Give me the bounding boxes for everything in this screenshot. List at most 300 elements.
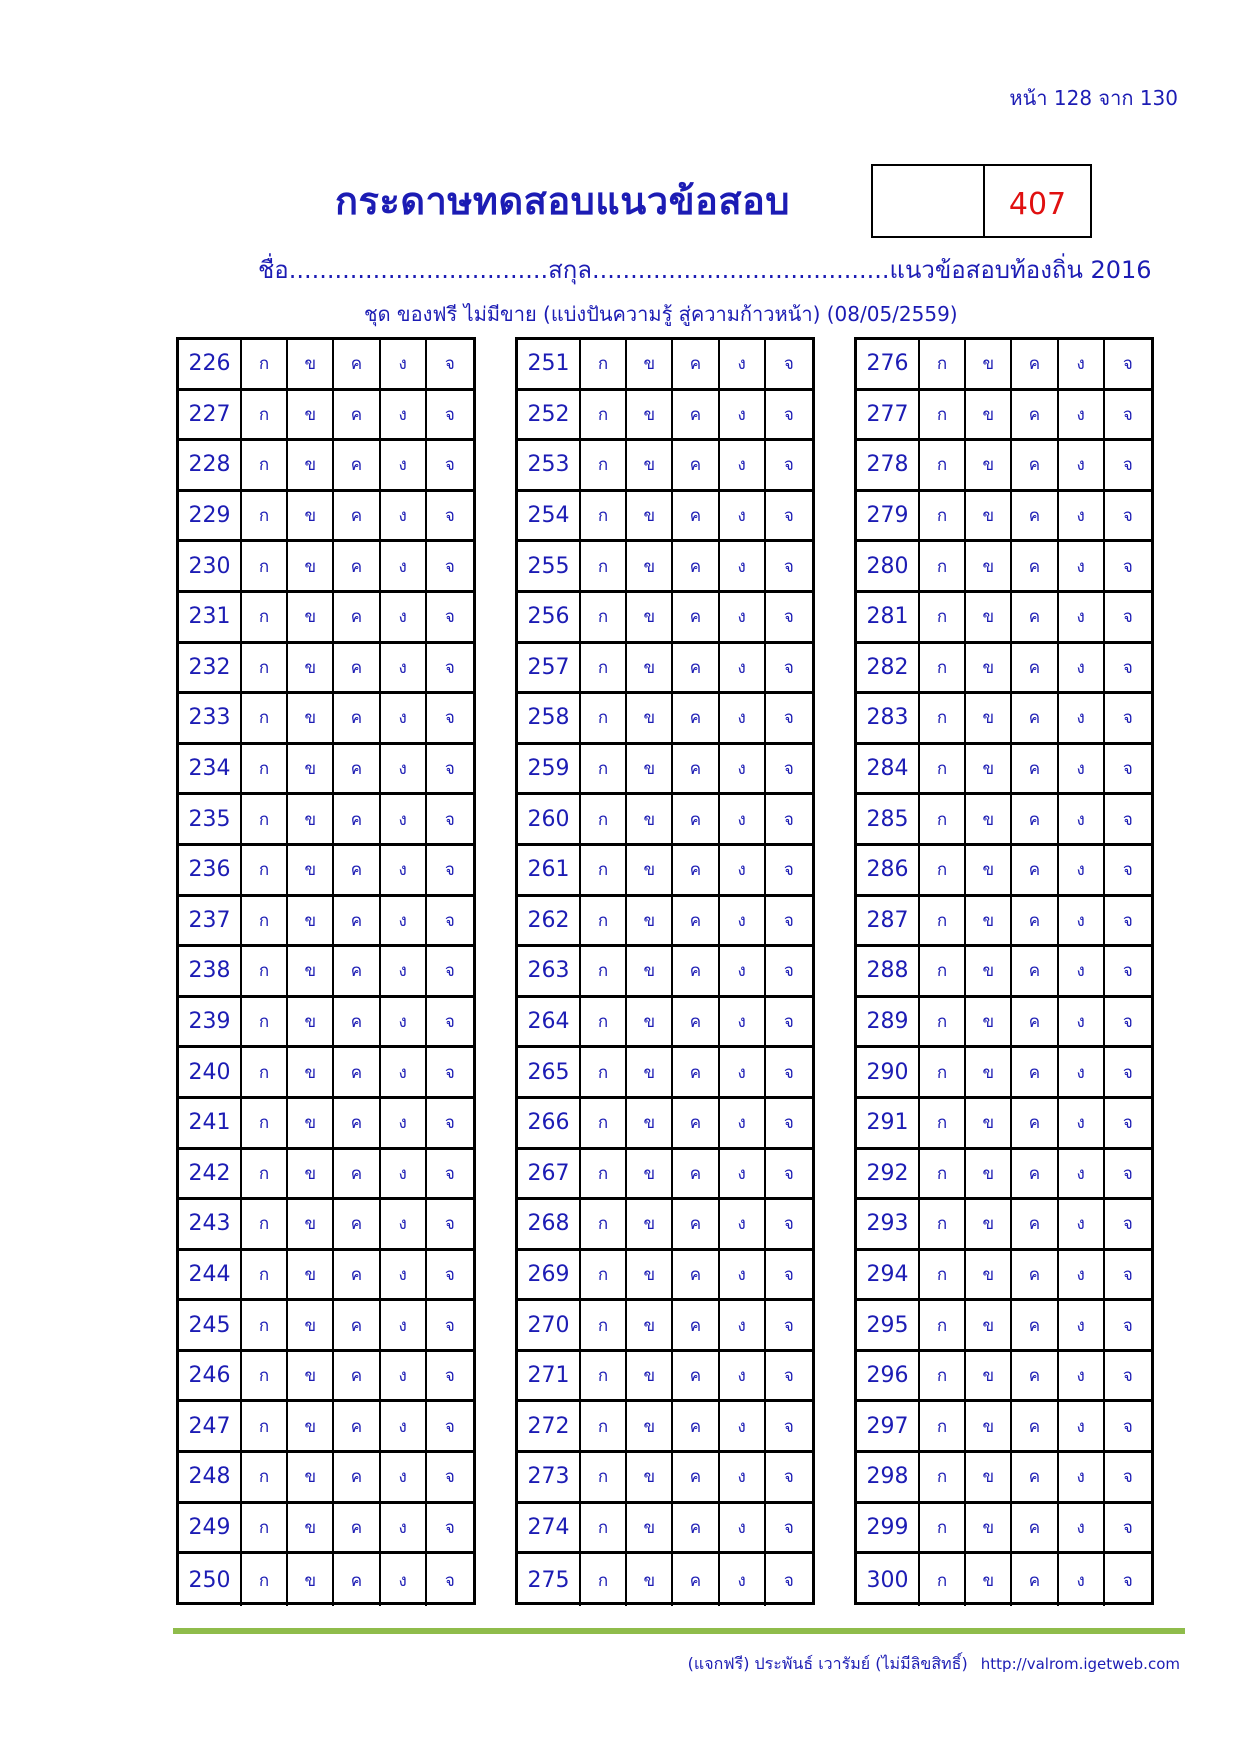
answer-choice[interactable]: ง [381,1251,427,1299]
answer-choice[interactable]: ง [720,441,766,489]
answer-choice[interactable]: ข [627,998,673,1046]
answer-choice[interactable]: ง [1059,644,1105,692]
answer-choice[interactable]: ง [720,795,766,843]
answer-choice[interactable]: ค [1012,1048,1058,1096]
answer-choice[interactable]: ข [288,947,334,995]
answer-choice[interactable]: ง [381,947,427,995]
answer-choice[interactable]: จ [1122,1366,1133,1387]
answer-choice[interactable]: ค [673,1402,719,1450]
answer-choice[interactable]: จ [444,1062,455,1083]
answer-choice[interactable]: ค [673,846,719,894]
answer-choice[interactable]: ข [966,391,1012,439]
footer-url[interactable]: http://valrom.igetweb.com [980,1655,1180,1673]
answer-choice[interactable]: ง [720,1554,766,1606]
answer-choice[interactable]: ข [627,897,673,945]
answer-choice[interactable]: จ [783,404,794,425]
answer-choice[interactable]: จ [783,708,794,729]
answer-choice[interactable]: ค [334,947,380,995]
answer-choice[interactable]: จ [1122,506,1133,527]
answer-choice[interactable]: ง [1059,1251,1105,1299]
answer-choice[interactable]: ก [242,340,288,388]
answer-choice[interactable]: ง [381,644,427,692]
answer-choice[interactable]: ข [627,1251,673,1299]
answer-choice[interactable]: ง [1059,745,1105,793]
answer-choice[interactable]: จ [444,1467,455,1488]
answer-choice[interactable]: ก [242,644,288,692]
answer-choice[interactable]: จ [783,910,794,931]
answer-choice[interactable]: ก [581,1504,627,1552]
answer-choice[interactable]: ข [627,1099,673,1147]
answer-choice[interactable]: จ [1122,708,1133,729]
answer-choice[interactable]: ก [581,644,627,692]
answer-choice[interactable]: ง [1059,998,1105,1046]
answer-choice[interactable]: จ [1122,759,1133,780]
answer-choice[interactable]: ก [581,947,627,995]
answer-choice[interactable]: ข [966,1504,1012,1552]
answer-choice[interactable]: ง [720,846,766,894]
answer-choice[interactable]: ค [673,1048,719,1096]
answer-choice[interactable]: ข [627,1048,673,1096]
answer-choice[interactable]: ก [242,1200,288,1248]
answer-choice[interactable]: จ [783,506,794,527]
answer-choice[interactable]: ง [381,1150,427,1198]
answer-choice[interactable]: จ [1122,657,1133,678]
answer-choice[interactable]: จ [444,1163,455,1184]
answer-choice[interactable]: จ [783,1214,794,1235]
answer-choice[interactable]: ก [581,1251,627,1299]
answer-choice[interactable]: ก [242,1554,288,1606]
answer-choice[interactable]: ค [334,1352,380,1400]
answer-choice[interactable]: ข [627,846,673,894]
answer-choice[interactable]: ง [720,492,766,540]
answer-choice[interactable]: จ [1122,809,1133,830]
answer-choice[interactable]: ง [720,1099,766,1147]
answer-choice[interactable]: ง [720,644,766,692]
answer-choice[interactable]: ก [920,998,966,1046]
answer-choice[interactable]: ง [1059,1402,1105,1450]
answer-choice[interactable]: ง [1059,846,1105,894]
answer-choice[interactable]: ง [1059,1554,1105,1606]
answer-choice[interactable]: จ [783,1416,794,1437]
answer-choice[interactable]: ข [966,998,1012,1046]
answer-choice[interactable]: ง [720,593,766,641]
answer-choice[interactable]: ค [334,998,380,1046]
answer-choice[interactable]: ก [920,897,966,945]
answer-choice[interactable]: ก [242,846,288,894]
answer-choice[interactable]: ค [1012,593,1058,641]
answer-choice[interactable]: ก [242,391,288,439]
answer-choice[interactable]: ค [673,340,719,388]
answer-choice[interactable]: จ [1122,1315,1133,1336]
answer-choice[interactable]: ค [1012,1200,1058,1248]
answer-choice[interactable]: ก [242,1453,288,1501]
answer-choice[interactable]: ก [920,340,966,388]
answer-choice[interactable]: จ [444,860,455,881]
answer-choice[interactable]: ข [966,1099,1012,1147]
answer-choice[interactable]: ข [627,391,673,439]
answer-choice[interactable]: ข [288,1200,334,1248]
answer-choice[interactable]: ก [242,492,288,540]
answer-choice[interactable]: ค [1012,391,1058,439]
answer-choice[interactable]: ค [1012,1352,1058,1400]
answer-choice[interactable]: ข [627,441,673,489]
answer-choice[interactable]: ก [581,1301,627,1349]
answer-choice[interactable]: ก [920,1301,966,1349]
answer-choice[interactable]: ก [581,694,627,742]
answer-choice[interactable]: ข [288,795,334,843]
answer-choice[interactable]: ข [627,1554,673,1606]
answer-choice[interactable]: จ [444,354,455,375]
answer-choice[interactable]: ง [1059,1200,1105,1248]
answer-choice[interactable]: จ [1122,354,1133,375]
answer-choice[interactable]: จ [783,809,794,830]
answer-choice[interactable]: ง [720,694,766,742]
answer-choice[interactable]: ค [334,846,380,894]
answer-choice[interactable]: ข [288,745,334,793]
answer-choice[interactable]: จ [444,1214,455,1235]
answer-choice[interactable]: จ [783,1570,794,1591]
answer-choice[interactable]: ก [242,1504,288,1552]
answer-choice[interactable]: ก [581,492,627,540]
answer-choice[interactable]: จ [783,657,794,678]
answer-choice[interactable]: ง [1059,1150,1105,1198]
answer-choice[interactable]: ก [242,897,288,945]
answer-choice[interactable]: จ [783,1366,794,1387]
answer-choice[interactable]: ง [1059,795,1105,843]
answer-choice[interactable]: ข [288,441,334,489]
answer-choice[interactable]: ก [920,644,966,692]
answer-choice[interactable]: ก [242,1099,288,1147]
answer-choice[interactable]: จ [1122,607,1133,628]
answer-choice[interactable]: ค [1012,644,1058,692]
answer-choice[interactable]: ข [966,593,1012,641]
answer-choice[interactable]: จ [444,556,455,577]
answer-choice[interactable]: ค [1012,897,1058,945]
answer-choice[interactable]: ค [1012,1099,1058,1147]
answer-choice[interactable]: ข [966,1402,1012,1450]
answer-choice[interactable]: ค [334,340,380,388]
answer-choice[interactable]: ง [1059,897,1105,945]
answer-choice[interactable]: จ [1122,1163,1133,1184]
answer-choice[interactable]: ก [242,1251,288,1299]
answer-choice[interactable]: จ [1122,910,1133,931]
answer-choice[interactable]: ข [966,897,1012,945]
answer-choice[interactable]: ข [288,644,334,692]
answer-choice[interactable]: ก [242,795,288,843]
answer-choice[interactable]: ง [381,492,427,540]
answer-choice[interactable]: ง [720,1251,766,1299]
answer-choice[interactable]: ข [288,897,334,945]
answer-choice[interactable]: ค [1012,1301,1058,1349]
answer-choice[interactable]: ข [288,542,334,590]
answer-choice[interactable]: ก [581,846,627,894]
answer-choice[interactable]: ค [1012,1251,1058,1299]
answer-choice[interactable]: จ [1122,1570,1133,1591]
answer-choice[interactable]: จ [783,1264,794,1285]
answer-choice[interactable]: ก [920,542,966,590]
answer-choice[interactable]: จ [444,708,455,729]
answer-choice[interactable]: ง [381,745,427,793]
answer-choice[interactable]: ง [381,1453,427,1501]
answer-choice[interactable]: ง [381,1402,427,1450]
answer-choice[interactable]: ก [242,998,288,1046]
answer-choice[interactable]: ค [673,1150,719,1198]
answer-choice[interactable]: ข [288,846,334,894]
answer-choice[interactable]: จ [444,607,455,628]
answer-choice[interactable]: ค [334,897,380,945]
answer-choice[interactable]: ง [381,694,427,742]
answer-choice[interactable]: จ [1122,1517,1133,1538]
answer-choice[interactable]: ง [381,542,427,590]
answer-choice[interactable]: ข [627,1352,673,1400]
answer-choice[interactable]: ข [627,795,673,843]
answer-choice[interactable]: ข [966,340,1012,388]
answer-choice[interactable]: จ [444,910,455,931]
answer-choice[interactable]: จ [444,1113,455,1134]
answer-choice[interactable]: ข [288,1402,334,1450]
answer-choice[interactable]: ก [920,1150,966,1198]
answer-choice[interactable]: จ [444,809,455,830]
answer-choice[interactable]: ก [581,1554,627,1606]
answer-choice[interactable]: จ [444,657,455,678]
answer-choice[interactable]: ค [673,391,719,439]
answer-choice[interactable]: จ [444,961,455,982]
answer-choice[interactable]: ง [1059,1301,1105,1349]
answer-choice[interactable]: ข [627,1504,673,1552]
answer-choice[interactable]: ค [334,795,380,843]
answer-choice[interactable]: ค [1012,745,1058,793]
answer-choice[interactable]: ค [334,1554,380,1606]
answer-choice[interactable]: จ [1122,1012,1133,1033]
answer-choice[interactable]: ก [920,745,966,793]
answer-choice[interactable]: ก [920,947,966,995]
answer-choice[interactable]: ข [288,1554,334,1606]
answer-choice[interactable]: ค [1012,542,1058,590]
answer-choice[interactable]: ง [1059,492,1105,540]
answer-choice[interactable]: จ [1122,556,1133,577]
answer-choice[interactable]: ง [720,1504,766,1552]
answer-choice[interactable]: ค [1012,998,1058,1046]
answer-choice[interactable]: จ [1122,455,1133,476]
answer-choice[interactable]: ข [966,745,1012,793]
answer-choice[interactable]: ค [1012,947,1058,995]
answer-choice[interactable]: ค [334,1048,380,1096]
answer-choice[interactable]: ค [673,542,719,590]
answer-choice[interactable]: ง [381,795,427,843]
answer-choice[interactable]: ง [381,391,427,439]
answer-choice[interactable]: ข [288,1150,334,1198]
answer-choice[interactable]: ค [1012,492,1058,540]
answer-choice[interactable]: ค [673,593,719,641]
answer-choice[interactable]: ก [920,1554,966,1606]
answer-choice[interactable]: ง [1059,1504,1105,1552]
answer-choice[interactable]: ค [1012,1504,1058,1552]
answer-choice[interactable]: ง [1059,947,1105,995]
answer-choice[interactable]: ง [720,542,766,590]
answer-choice[interactable]: ก [581,542,627,590]
answer-choice[interactable]: ง [1059,1048,1105,1096]
answer-choice[interactable]: จ [783,1467,794,1488]
answer-choice[interactable]: จ [444,404,455,425]
answer-choice[interactable]: จ [783,1163,794,1184]
answer-choice[interactable]: ค [673,897,719,945]
answer-choice[interactable]: ข [627,1150,673,1198]
answer-choice[interactable]: ก [920,846,966,894]
answer-choice[interactable]: ง [1059,441,1105,489]
answer-choice[interactable]: ง [1059,593,1105,641]
answer-choice[interactable]: ก [581,340,627,388]
answer-choice[interactable]: ก [920,694,966,742]
answer-choice[interactable]: ง [381,1200,427,1248]
answer-choice[interactable]: จ [1122,404,1133,425]
answer-choice[interactable]: ก [242,1048,288,1096]
answer-choice[interactable]: ข [627,1301,673,1349]
answer-choice[interactable]: จ [783,556,794,577]
answer-choice[interactable]: ค [334,1301,380,1349]
answer-choice[interactable]: ง [1059,391,1105,439]
answer-choice[interactable]: ก [920,795,966,843]
answer-choice[interactable]: ก [581,897,627,945]
answer-choice[interactable]: ก [920,1402,966,1450]
answer-choice[interactable]: จ [444,1517,455,1538]
answer-choice[interactable]: ค [673,1352,719,1400]
answer-choice[interactable]: ง [1059,1099,1105,1147]
answer-choice[interactable]: ข [966,1352,1012,1400]
answer-choice[interactable]: ง [720,998,766,1046]
answer-choice[interactable]: ค [1012,1150,1058,1198]
answer-choice[interactable]: ค [334,1099,380,1147]
answer-choice[interactable]: ค [673,1251,719,1299]
answer-choice[interactable]: ก [242,1402,288,1450]
answer-choice[interactable]: ก [920,1504,966,1552]
answer-choice[interactable]: ก [581,745,627,793]
answer-choice[interactable]: ง [720,1352,766,1400]
answer-choice[interactable]: ค [673,1301,719,1349]
answer-choice[interactable]: ก [581,441,627,489]
answer-choice[interactable]: ก [920,1200,966,1248]
answer-choice[interactable]: ก [920,1251,966,1299]
answer-choice[interactable]: ก [242,694,288,742]
answer-choice[interactable]: ค [334,1150,380,1198]
answer-choice[interactable]: ค [673,694,719,742]
answer-choice[interactable]: ง [720,1200,766,1248]
answer-choice[interactable]: ก [242,745,288,793]
answer-choice[interactable]: จ [783,1517,794,1538]
answer-choice[interactable]: ค [334,1251,380,1299]
answer-choice[interactable]: ค [334,1453,380,1501]
answer-choice[interactable]: ข [966,1251,1012,1299]
answer-choice[interactable]: ก [581,1048,627,1096]
answer-choice[interactable]: ค [1012,1402,1058,1450]
answer-choice[interactable]: ง [381,1099,427,1147]
answer-choice[interactable]: ค [673,1504,719,1552]
answer-choice[interactable]: ข [966,1150,1012,1198]
answer-choice[interactable]: ข [966,644,1012,692]
answer-choice[interactable]: ง [720,1150,766,1198]
answer-choice[interactable]: จ [783,607,794,628]
answer-choice[interactable]: ง [381,897,427,945]
answer-choice[interactable]: ข [627,1453,673,1501]
answer-choice[interactable]: ค [1012,340,1058,388]
answer-choice[interactable]: ง [720,1048,766,1096]
answer-choice[interactable]: จ [444,506,455,527]
answer-choice[interactable]: ง [1059,542,1105,590]
answer-choice[interactable]: จ [783,860,794,881]
answer-choice[interactable]: ก [920,593,966,641]
answer-choice[interactable]: ค [673,492,719,540]
answer-choice[interactable]: ง [720,1453,766,1501]
answer-choice[interactable]: ค [334,644,380,692]
answer-choice[interactable]: ข [966,795,1012,843]
answer-choice[interactable]: จ [783,961,794,982]
answer-choice[interactable]: จ [783,455,794,476]
answer-choice[interactable]: ก [581,795,627,843]
answer-choice[interactable]: ข [627,947,673,995]
answer-choice[interactable]: ก [581,1150,627,1198]
answer-choice[interactable]: ก [242,542,288,590]
answer-choice[interactable]: จ [783,1012,794,1033]
answer-choice[interactable]: ค [1012,1453,1058,1501]
answer-choice[interactable]: ค [673,1554,719,1606]
answer-choice[interactable]: ข [627,492,673,540]
answer-choice[interactable]: ง [720,391,766,439]
answer-choice[interactable]: ข [627,593,673,641]
answer-choice[interactable]: จ [1122,860,1133,881]
answer-choice[interactable]: ง [1059,340,1105,388]
answer-choice[interactable]: ก [920,1048,966,1096]
answer-choice[interactable]: ง [1059,1453,1105,1501]
answer-choice[interactable]: ค [673,795,719,843]
answer-choice[interactable]: ข [288,492,334,540]
answer-choice[interactable]: ข [966,694,1012,742]
answer-choice[interactable]: ง [1059,1352,1105,1400]
answer-choice[interactable]: จ [1122,1214,1133,1235]
answer-choice[interactable]: ก [242,593,288,641]
answer-choice[interactable]: ง [720,947,766,995]
answer-choice[interactable]: ข [627,694,673,742]
answer-choice[interactable]: ค [334,1504,380,1552]
answer-choice[interactable]: ข [288,1453,334,1501]
answer-choice[interactable]: ง [720,340,766,388]
answer-choice[interactable]: ก [581,593,627,641]
answer-choice[interactable]: ง [720,1402,766,1450]
answer-choice[interactable]: ค [673,998,719,1046]
answer-choice[interactable]: ข [966,1453,1012,1501]
answer-choice[interactable]: ง [381,846,427,894]
answer-choice[interactable]: ง [381,340,427,388]
answer-choice[interactable]: ข [288,1504,334,1552]
answer-choice[interactable]: ข [627,745,673,793]
answer-choice[interactable]: จ [444,1264,455,1285]
answer-choice[interactable]: ก [920,1099,966,1147]
answer-choice[interactable]: ค [334,745,380,793]
answer-choice[interactable]: ง [381,441,427,489]
answer-choice[interactable]: ก [581,391,627,439]
answer-choice[interactable]: ค [334,441,380,489]
answer-choice[interactable]: ก [581,1402,627,1450]
answer-choice[interactable]: ก [920,492,966,540]
answer-choice[interactable]: ค [334,1200,380,1248]
answer-choice[interactable]: ข [288,998,334,1046]
answer-choice[interactable]: จ [783,1315,794,1336]
answer-choice[interactable]: ข [627,644,673,692]
answer-choice[interactable]: ข [966,1200,1012,1248]
answer-choice[interactable]: จ [444,1315,455,1336]
answer-choice[interactable]: ข [288,340,334,388]
answer-choice[interactable]: ค [334,391,380,439]
answer-choice[interactable]: จ [444,1012,455,1033]
answer-choice[interactable]: ก [242,1150,288,1198]
